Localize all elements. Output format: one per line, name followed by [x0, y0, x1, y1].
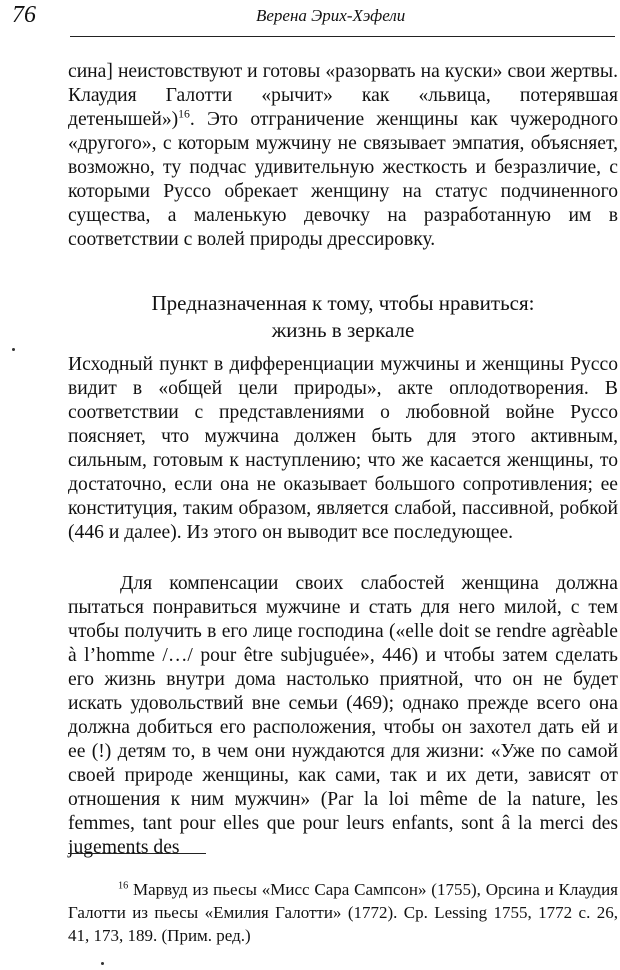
footnote-number: 16 [118, 880, 129, 892]
section-heading [68, 290, 618, 344]
scan-speck [101, 962, 104, 965]
paragraph-1-text-a: сина] неистовствуют и готовы «разорвать на куски» свои жертвы. Клаудия Галотти «рычит» как «львица, потерявшая детенышей») [68, 61, 618, 130]
scan-speck [12, 348, 15, 351]
section-heading-line-1: Предназначенная к тому, чтобы нравиться: [151, 291, 535, 315]
paragraph-1 [68, 60, 618, 252]
footnote-ref[interactable]: 16 [178, 107, 190, 121]
page-number: 76 [12, 2, 36, 28]
footnote [68, 878, 618, 947]
paragraph-1-text-b: . Это отграничение женщины как чужеродного «другого», с которым мужчину не связывает эмпатия, объясняет, возможно, ту подчас удивительную жесткость и безразличие, с которыми Руссо обрекает женщину на статус подчиненного существа, а маленькую девочку на разработанную им в соответствии с волей природы дрессировку. [68, 109, 618, 250]
paragraph-2: Исходный пункт в дифференциации мужчины и женщины Руссо видит в «общей цели природы», акте оплодотворения. В соответствии с представлениями о любовной войне Руссо поясняет, что мужчина должен быть для этого активным, сильным, готовым к наступлению; что же касается женщины, то достаточно, если она не оказывает большого сопротивления; ее конституция, таким образом, является слабой, пассивной, робкой (446 и далее). Из этого он выводит все последующее. [68, 354, 618, 543]
running-head: Верена Эрих-Хэфели [256, 6, 406, 25]
footnote-rule [68, 853, 206, 854]
section-heading-line-2: жизнь в зеркале [271, 318, 415, 342]
footnote-text: Марвуд из пьесы «Мисс Сара Сампсон» (1755), Орсина и Клаудия Галотти из пьесы «Емилия Галотти» (1772). Ср. Lessing 1755, 1772 с. 26, 41, 173, 189. (Прим. ред.) [68, 880, 618, 945]
paragraph-3: Для компенсации своих слабостей женщина должна пытаться понравиться мужчине и стать для него милой, с тем чтобы получить в его лице господина («elle doit se rendre agrèable à l’homme /…/ pour être subjuguée», 446) и чтобы затем сделать его жизнь внутри дома настолько приятной, что он не будет искать удовольствий вне семьи (469); однако прежде всего она должна добиться его расположения, чтобы он захотел дать ей и ее (!) детям то, в чем они нуждаются для жизни: «Уже по самой своей природе женщины, как сами, так и их дети, зависят от отношения к ним мужчин» (Par la loi même de la nature, les femmes, tant pour elles que pour leurs enfants, sont â la merci des jugements des [68, 573, 618, 858]
header-rule [70, 36, 615, 37]
